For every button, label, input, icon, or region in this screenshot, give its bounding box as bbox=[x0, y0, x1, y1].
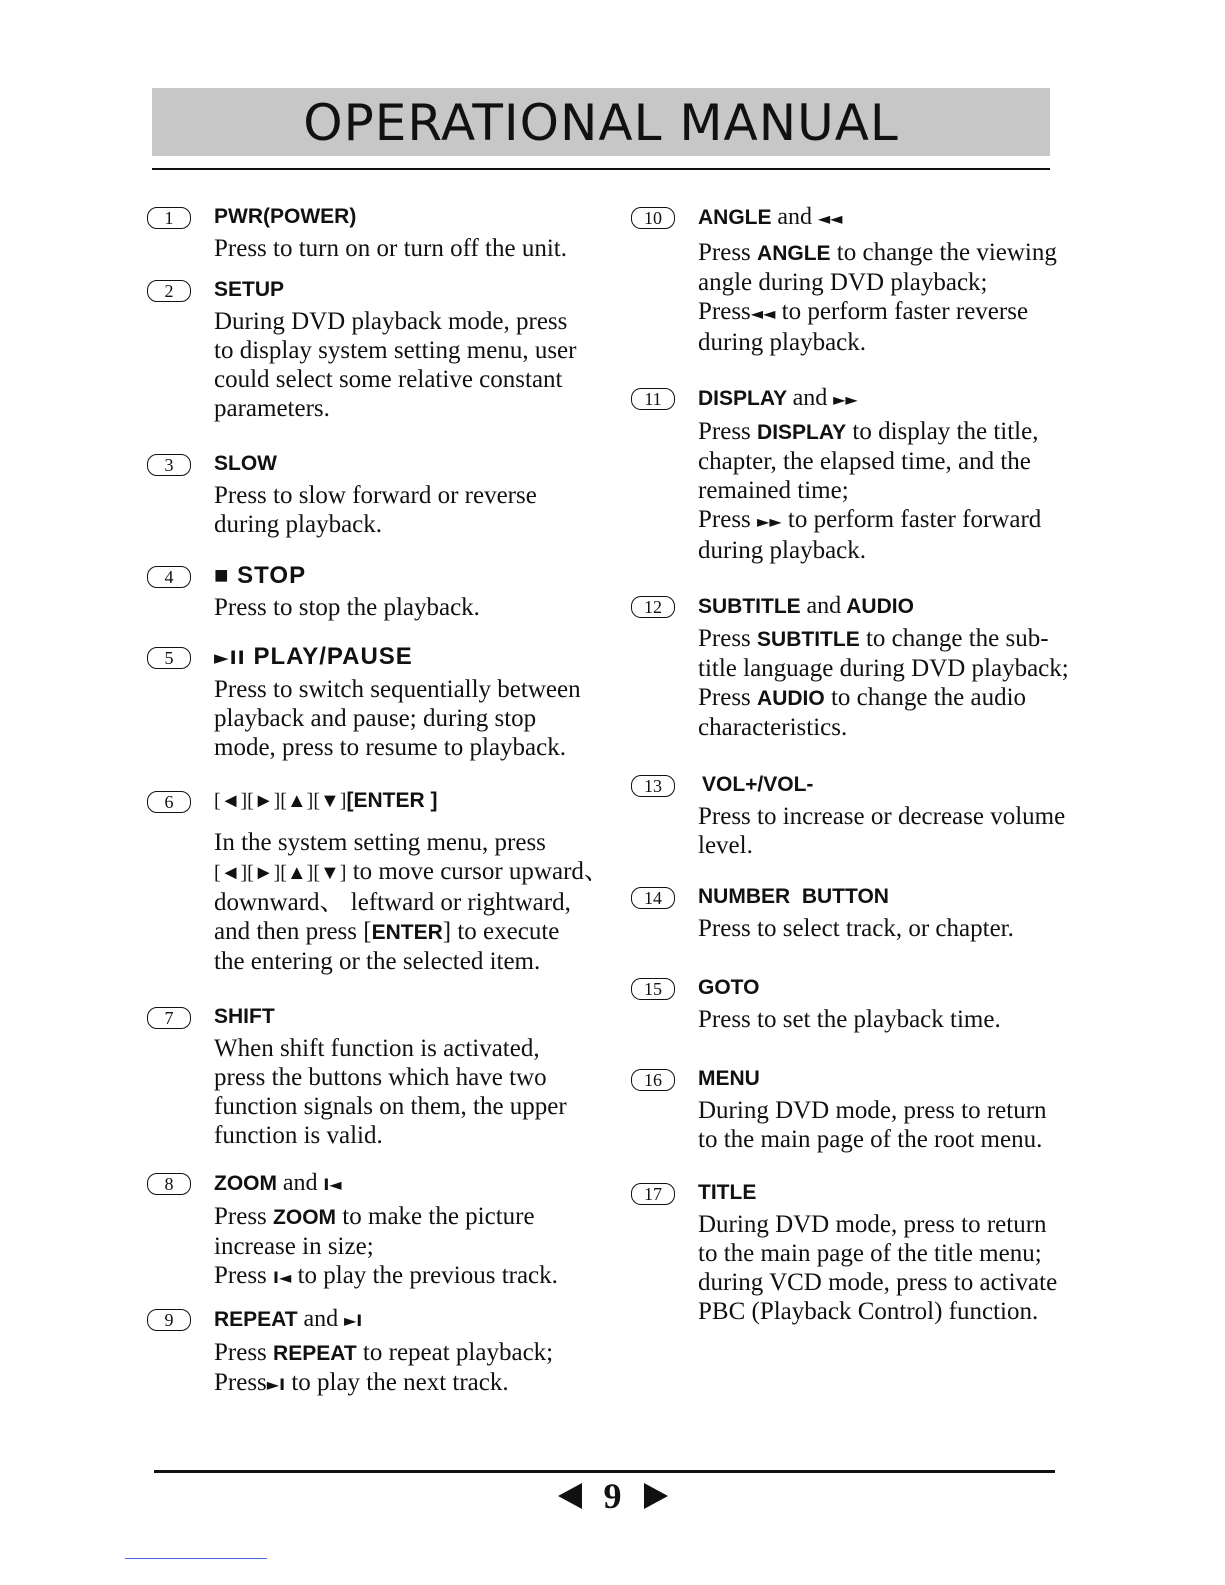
desc-line: during playback. bbox=[214, 511, 383, 538]
desc-line: Press to switch sequentially between bbox=[214, 676, 581, 703]
desc-line: during playback. bbox=[698, 329, 867, 356]
item-14 bbox=[631, 880, 1091, 943]
desc-line: chapter, the elapsed time, and the bbox=[698, 448, 1031, 475]
item-5 bbox=[147, 640, 617, 762]
item-title: GOTO bbox=[698, 976, 760, 999]
item-number: 6 bbox=[147, 791, 191, 813]
item-7 bbox=[147, 1000, 617, 1150]
desc-line bbox=[214, 1368, 617, 1399]
item-desc bbox=[214, 1034, 617, 1150]
item-desc: Press to turn on or turn off the unit. bbox=[214, 235, 567, 262]
item-desc bbox=[698, 1096, 1091, 1154]
page-footer bbox=[0, 1474, 1225, 1518]
item-6 bbox=[147, 784, 617, 976]
desc-line: Press to slow forward or reverse bbox=[214, 482, 537, 509]
and-text: and bbox=[777, 204, 812, 230]
item-17 bbox=[631, 1176, 1091, 1326]
item-title: SLOW bbox=[214, 452, 277, 475]
desc-text: to play the next track. bbox=[291, 1369, 509, 1396]
item-title-text: [ENTER ] bbox=[346, 789, 438, 812]
previous-page-arrow-icon bbox=[558, 1483, 582, 1509]
arrow-keys-icon: [◄][►][▲][▼] bbox=[214, 862, 347, 884]
fast-forward-icon: ►► bbox=[833, 390, 858, 409]
desc-line: Press to increase or decrease volume bbox=[698, 803, 1066, 830]
desc-line: During DVD playback mode, press bbox=[214, 308, 568, 335]
item-desc bbox=[698, 624, 1091, 742]
desc-text: Press bbox=[698, 298, 751, 325]
page-title: OPERATIONAL MANUAL bbox=[303, 94, 899, 152]
desc-line bbox=[698, 683, 1091, 713]
desc-line bbox=[214, 1202, 617, 1232]
desc-line bbox=[214, 1338, 617, 1368]
item-number: 16 bbox=[631, 1069, 675, 1091]
desc-text: Press bbox=[698, 506, 751, 533]
and-text: and bbox=[806, 593, 842, 619]
audio-key: AUDIO bbox=[757, 687, 825, 710]
desc-line: mode, press to resume to playback. bbox=[214, 734, 566, 761]
item-desc bbox=[698, 238, 1091, 357]
item-title bbox=[214, 784, 617, 818]
desc-text: ] to execute bbox=[442, 918, 560, 945]
desc-line: PBC (Playback Control) function. bbox=[698, 1298, 1039, 1325]
item-16 bbox=[631, 1062, 1091, 1154]
item-title: MENU bbox=[698, 1067, 760, 1090]
item-desc bbox=[214, 481, 617, 539]
item-8 bbox=[147, 1166, 617, 1292]
desc-line bbox=[698, 624, 1091, 654]
desc-text: to repeat playback; bbox=[362, 1339, 554, 1366]
desc-line bbox=[698, 238, 1091, 268]
item-desc bbox=[698, 802, 1091, 860]
next-page-arrow-icon bbox=[644, 1483, 668, 1509]
desc-text: to make the picture bbox=[342, 1203, 535, 1230]
desc-text: to change the audio bbox=[830, 684, 1027, 711]
desc-line bbox=[698, 417, 1091, 447]
item-number: 4 bbox=[147, 566, 191, 588]
desc-line: angle during DVD playback; bbox=[698, 269, 988, 296]
desc-line: to display system setting menu, user bbox=[214, 337, 577, 364]
desc-line: playback and pause; during stop bbox=[214, 705, 537, 732]
desc-line: during playback. bbox=[698, 537, 867, 564]
item-number: 1 bbox=[147, 207, 191, 229]
enter-key: ENTER bbox=[371, 921, 443, 944]
item-title-text: AUDIO bbox=[846, 595, 914, 618]
previous-track-icon: I◄ bbox=[273, 1268, 292, 1287]
desc-text: to change the viewing bbox=[836, 239, 1057, 266]
desc-line: When shift function is activated, bbox=[214, 1035, 540, 1062]
desc-line: increase in size; bbox=[214, 1233, 374, 1260]
item-desc bbox=[698, 417, 1091, 565]
desc-line bbox=[698, 505, 1091, 536]
desc-text: to change the sub- bbox=[865, 625, 1049, 652]
play-pause-icon: ►II bbox=[214, 647, 246, 669]
item-title: PWR(POWER) bbox=[214, 205, 357, 228]
blue-underline bbox=[125, 1558, 267, 1559]
item-number: 7 bbox=[147, 1007, 191, 1029]
previous-track-icon: I◄ bbox=[323, 1175, 342, 1194]
desc-line: level. bbox=[698, 832, 753, 859]
item-title: NUMBER BUTTON bbox=[698, 885, 889, 908]
desc-line bbox=[214, 857, 617, 888]
desc-line: downward、 leftward or rightward, bbox=[214, 889, 571, 916]
desc-text: and then press [ bbox=[214, 918, 372, 945]
item-9 bbox=[147, 1302, 617, 1399]
item-title: TITLE bbox=[698, 1181, 757, 1204]
desc-text: to perform faster reverse bbox=[781, 298, 1029, 325]
item-title: VOL+/VOL- bbox=[702, 773, 814, 796]
item-number: 8 bbox=[147, 1173, 191, 1195]
and-text: and bbox=[303, 1306, 339, 1332]
item-number: 3 bbox=[147, 454, 191, 476]
item-title bbox=[214, 640, 617, 675]
desc-line: could select some relative constant bbox=[214, 366, 563, 393]
item-number: 10 bbox=[631, 207, 675, 229]
desc-line: press the buttons which have two bbox=[214, 1064, 547, 1091]
item-desc: Press to stop the playback. bbox=[214, 594, 480, 621]
desc-text: to play the previous track. bbox=[297, 1262, 558, 1289]
and-text: and bbox=[792, 385, 828, 411]
item-number: 12 bbox=[631, 596, 675, 618]
item-number: 11 bbox=[631, 388, 675, 410]
desc-line bbox=[214, 917, 617, 947]
item-number: 2 bbox=[147, 280, 191, 302]
desc-text: Press bbox=[698, 684, 751, 711]
item-desc bbox=[214, 1338, 617, 1399]
item-desc bbox=[698, 1210, 1091, 1326]
item-number: 15 bbox=[631, 978, 675, 1000]
item-2 bbox=[147, 273, 617, 423]
item-10 bbox=[631, 200, 1091, 357]
stop-icon: ■ bbox=[214, 562, 230, 589]
item-desc: Press to select track, or chapter. bbox=[698, 915, 1014, 942]
desc-line: to the main page of the title menu; bbox=[698, 1240, 1042, 1267]
item-desc bbox=[214, 828, 617, 976]
desc-line: In the system setting menu, press bbox=[214, 829, 546, 856]
item-title-text: REPEAT bbox=[214, 1308, 298, 1331]
item-title-text: DISPLAY bbox=[698, 387, 787, 410]
item-title: SETUP bbox=[214, 278, 285, 301]
item-15 bbox=[631, 971, 1091, 1034]
fast-forward-icon: ►► bbox=[757, 512, 782, 531]
item-desc: Press to set the playback time. bbox=[698, 1006, 1001, 1033]
desc-line: remained time; bbox=[698, 477, 849, 504]
left-column bbox=[147, 200, 617, 1399]
item-1 bbox=[147, 200, 617, 263]
desc-line bbox=[214, 1261, 617, 1292]
desc-line: During DVD mode, press to return bbox=[698, 1097, 1047, 1124]
desc-text: to move cursor upward、 bbox=[352, 858, 609, 885]
fast-reverse-icon: ◄◄ bbox=[750, 304, 776, 323]
desc-text: to perform faster forward bbox=[787, 506, 1042, 533]
desc-line: the entering or the selected item. bbox=[214, 948, 541, 975]
desc-text: Press bbox=[214, 1339, 267, 1366]
arrow-keys-icon: [◄][►][▲][▼] bbox=[214, 790, 347, 812]
next-track-icon: ►I bbox=[266, 1375, 286, 1394]
desc-line: during VCD mode, press to activate bbox=[698, 1269, 1058, 1296]
desc-line: function is valid. bbox=[214, 1122, 383, 1149]
and-text: and bbox=[282, 1170, 318, 1196]
display-key: DISPLAY bbox=[757, 421, 847, 444]
item-title-text: ANGLE bbox=[698, 206, 772, 229]
item-title bbox=[214, 559, 617, 593]
item-title-text: STOP bbox=[237, 562, 307, 589]
desc-text: Press bbox=[698, 418, 751, 445]
item-title bbox=[698, 381, 1091, 417]
item-desc bbox=[214, 675, 617, 762]
item-title bbox=[698, 200, 1091, 236]
item-desc bbox=[214, 307, 617, 423]
page-number: 9 bbox=[603, 1476, 622, 1516]
item-number: 5 bbox=[147, 647, 191, 669]
repeat-key: REPEAT bbox=[273, 1342, 357, 1365]
desc-line: to the main page of the root menu. bbox=[698, 1126, 1043, 1153]
item-title-text: PLAY/PAUSE bbox=[253, 643, 413, 670]
angle-key: ANGLE bbox=[757, 242, 831, 265]
desc-text: Press bbox=[214, 1262, 267, 1289]
desc-line: During DVD mode, press to return bbox=[698, 1211, 1047, 1238]
desc-line: title language during DVD playback; bbox=[698, 655, 1069, 682]
item-11 bbox=[631, 381, 1091, 565]
desc-line bbox=[698, 297, 1091, 328]
footer-rule bbox=[154, 1470, 1055, 1473]
desc-text: Press bbox=[214, 1203, 267, 1230]
item-13 bbox=[631, 768, 1091, 860]
item-title: SHIFT bbox=[214, 1005, 275, 1028]
item-number: 9 bbox=[147, 1309, 191, 1331]
item-title bbox=[698, 589, 1091, 624]
right-column bbox=[631, 200, 1091, 1326]
item-title bbox=[214, 1302, 617, 1338]
item-number: 14 bbox=[631, 887, 675, 909]
item-title-text: ZOOM bbox=[214, 1172, 277, 1195]
desc-line: function signals on them, the upper bbox=[214, 1093, 567, 1120]
desc-line: characteristics. bbox=[698, 714, 848, 741]
subtitle-key: SUBTITLE bbox=[757, 628, 860, 651]
zoom-key: ZOOM bbox=[273, 1206, 337, 1229]
fast-reverse-icon: ◄◄ bbox=[817, 209, 843, 228]
item-number: 17 bbox=[631, 1183, 675, 1205]
next-track-icon: ►I bbox=[343, 1311, 363, 1330]
item-title bbox=[214, 1166, 617, 1202]
item-number: 13 bbox=[631, 775, 675, 797]
item-4 bbox=[147, 559, 617, 622]
item-3 bbox=[147, 447, 617, 539]
desc-text: Press bbox=[214, 1369, 267, 1396]
desc-text: Press bbox=[698, 239, 751, 266]
item-title-text: SUBTITLE bbox=[698, 595, 801, 618]
desc-line: parameters. bbox=[214, 395, 330, 422]
desc-text: to display the title, bbox=[852, 418, 1039, 445]
header-bar bbox=[152, 88, 1050, 156]
item-12 bbox=[631, 589, 1091, 742]
item-desc bbox=[214, 1202, 617, 1292]
header-rule bbox=[152, 168, 1050, 170]
desc-text: Press bbox=[698, 625, 751, 652]
